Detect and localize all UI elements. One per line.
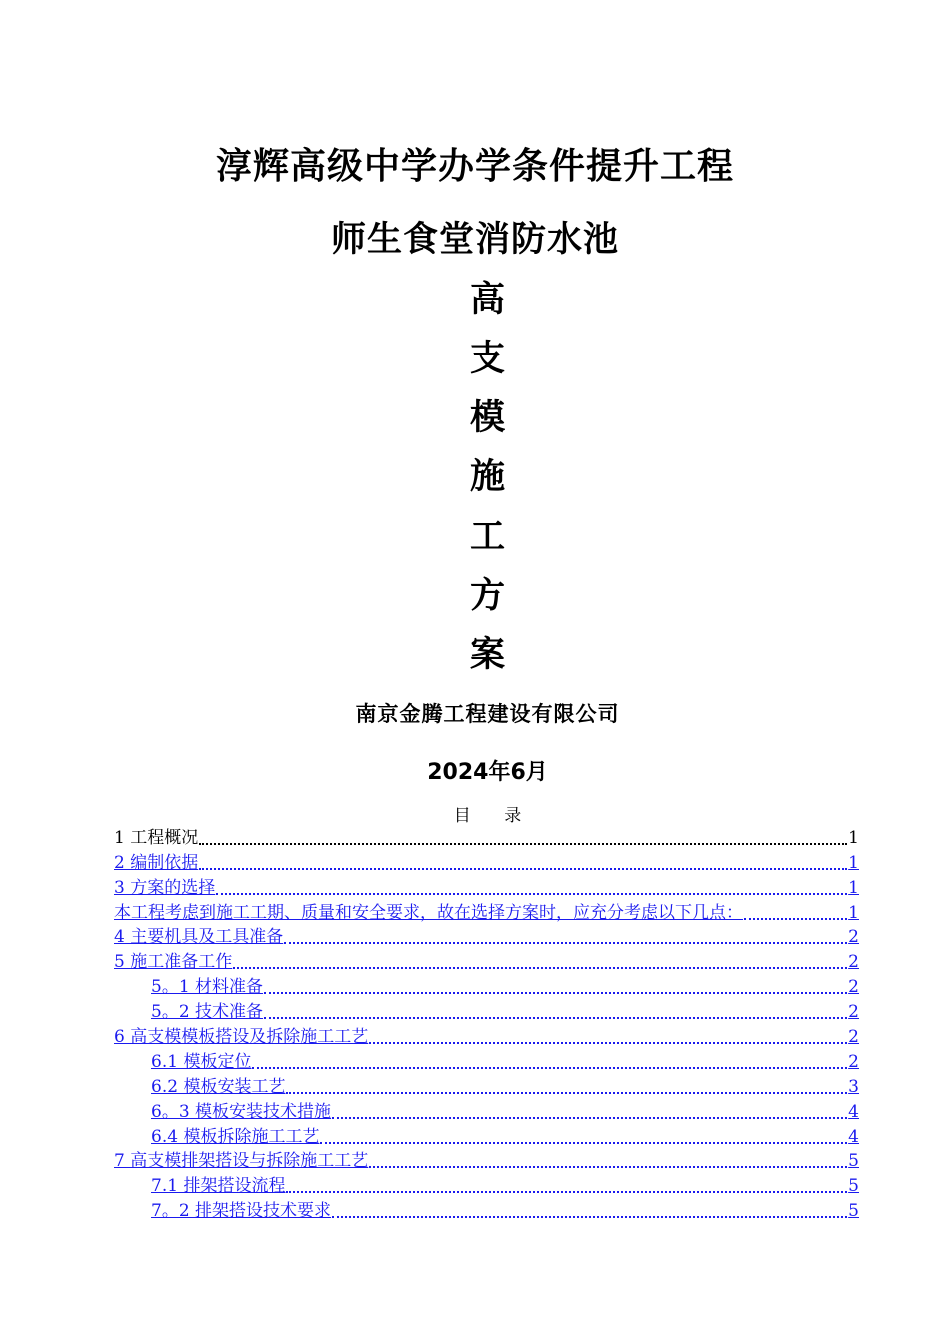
toc-leader-dots — [199, 868, 847, 870]
toc-leader-dots — [332, 1216, 847, 1218]
toc-leader-dots — [369, 1042, 847, 1044]
toc-leader-dots — [286, 1191, 847, 1193]
toc-entry[interactable] — [114, 924, 859, 949]
toc-leader-dots — [216, 893, 847, 895]
toc-entry-page-number: 3 — [848, 1076, 859, 1097]
toc-entry[interactable] — [114, 1123, 859, 1148]
toc-leader-dots — [252, 1067, 847, 1069]
toc-entry[interactable] — [114, 849, 859, 874]
toc-entry-title: 6.1 模板定位 — [151, 1051, 252, 1072]
toc-leader-dots — [199, 843, 847, 845]
toc-entry-page-number: 2 — [848, 1002, 859, 1023]
toc-entry-page-number: 2 — [848, 927, 859, 948]
toc-entry-title: 6.4 模板拆除施工工艺 — [151, 1126, 320, 1147]
toc-entry[interactable] — [114, 899, 859, 924]
toc-entry-title: 7。2 排架搭设技术要求 — [151, 1201, 332, 1222]
toc-entry[interactable] — [114, 1048, 859, 1073]
toc-leader-dots — [264, 1017, 847, 1019]
toc-entry[interactable] — [114, 874, 859, 899]
toc-entry-title: 5 施工准备工作 — [114, 952, 233, 973]
toc-entry[interactable] — [114, 1073, 859, 1098]
toc-entry-title: 7.1 排架搭设流程 — [151, 1176, 286, 1197]
toc-entry-page-number: 1 — [848, 877, 859, 898]
toc-entry-title: 5。2 技术准备 — [151, 1002, 264, 1023]
toc-entry-page-number: 4 — [848, 1101, 859, 1122]
document-date: 2024年6月 — [427, 760, 548, 785]
cover-title-line-1: 淳辉高级中学办学条件提升工程 — [215, 145, 734, 187]
toc-entry-page-number: 4 — [848, 1126, 859, 1147]
toc-entry — [114, 824, 859, 849]
toc-entry-page-number: 5 — [848, 1176, 859, 1197]
toc-entry[interactable] — [114, 1148, 859, 1173]
toc-entry[interactable] — [114, 1098, 859, 1123]
toc-entry-title: 6.2 模板安装工艺 — [151, 1076, 286, 1097]
toc-leader-dots — [233, 967, 847, 969]
cover-vertical-title-char: 方 — [469, 575, 505, 616]
toc-entry-title: 1 工程概况 — [114, 827, 199, 848]
toc-entry-page-number: 1 — [848, 852, 859, 873]
toc-entry[interactable] — [114, 1023, 859, 1048]
toc-entry-title: 3 方案的选择 — [114, 877, 216, 898]
company-name: 南京金腾工程建设有限公司 — [355, 701, 620, 726]
toc-entry-title: 7 高支模排架搭设与拆除施工工艺 — [114, 1151, 369, 1172]
cover-vertical-title-char: 案 — [469, 634, 505, 675]
toc-entry[interactable] — [114, 973, 859, 998]
toc-entry-page-number: 2 — [848, 1027, 859, 1048]
toc-entry-page-number: 5 — [848, 1151, 859, 1172]
cover-vertical-title-char: 模 — [469, 397, 505, 438]
toc-entry-title: 4 主要机具及工具准备 — [114, 927, 284, 948]
toc-entry[interactable] — [114, 1172, 859, 1197]
table-of-contents — [114, 824, 859, 1222]
toc-leader-dots — [332, 1117, 847, 1119]
toc-entry-page-number: 5 — [848, 1201, 859, 1222]
toc-leader-dots — [286, 1092, 847, 1094]
toc-entry[interactable] — [114, 1197, 859, 1222]
toc-entry-title: 2 编制依据 — [114, 852, 199, 873]
toc-heading: 目 录 — [453, 806, 522, 826]
toc-entry-title: 本工程考虑到施工工期、质量和安全要求，故在选择方案时，应充分考虑以下几点： — [114, 902, 743, 923]
toc-entry[interactable] — [114, 948, 859, 973]
toc-entry-page-number: 2 — [848, 1051, 859, 1072]
cover-vertical-title-char: 高 — [469, 279, 505, 320]
toc-entry-title: 5。1 材料准备 — [151, 977, 264, 998]
cover-vertical-title-char: 工 — [469, 516, 505, 557]
toc-entry-title: 6 高支模模板搭设及拆除施工工艺 — [114, 1027, 369, 1048]
toc-entry-page-number: 1 — [848, 827, 859, 848]
toc-leader-dots — [369, 1166, 847, 1168]
toc-entry-page-number: 2 — [848, 977, 859, 998]
toc-leader-dots — [264, 992, 847, 994]
toc-entry-page-number: 2 — [848, 952, 859, 973]
toc-leader-dots — [320, 1142, 847, 1144]
toc-leader-dots — [284, 942, 847, 944]
cover-vertical-title-char: 施 — [469, 456, 505, 497]
toc-leader-dots — [744, 918, 847, 920]
cover-title-line-2: 师生食堂消防水池 — [330, 219, 619, 260]
toc-entry[interactable] — [114, 998, 859, 1023]
cover-vertical-title-char: 支 — [469, 338, 505, 379]
toc-entry-title: 6。3 模板安装技术措施 — [151, 1101, 332, 1122]
toc-entry-page-number: 1 — [848, 902, 859, 923]
